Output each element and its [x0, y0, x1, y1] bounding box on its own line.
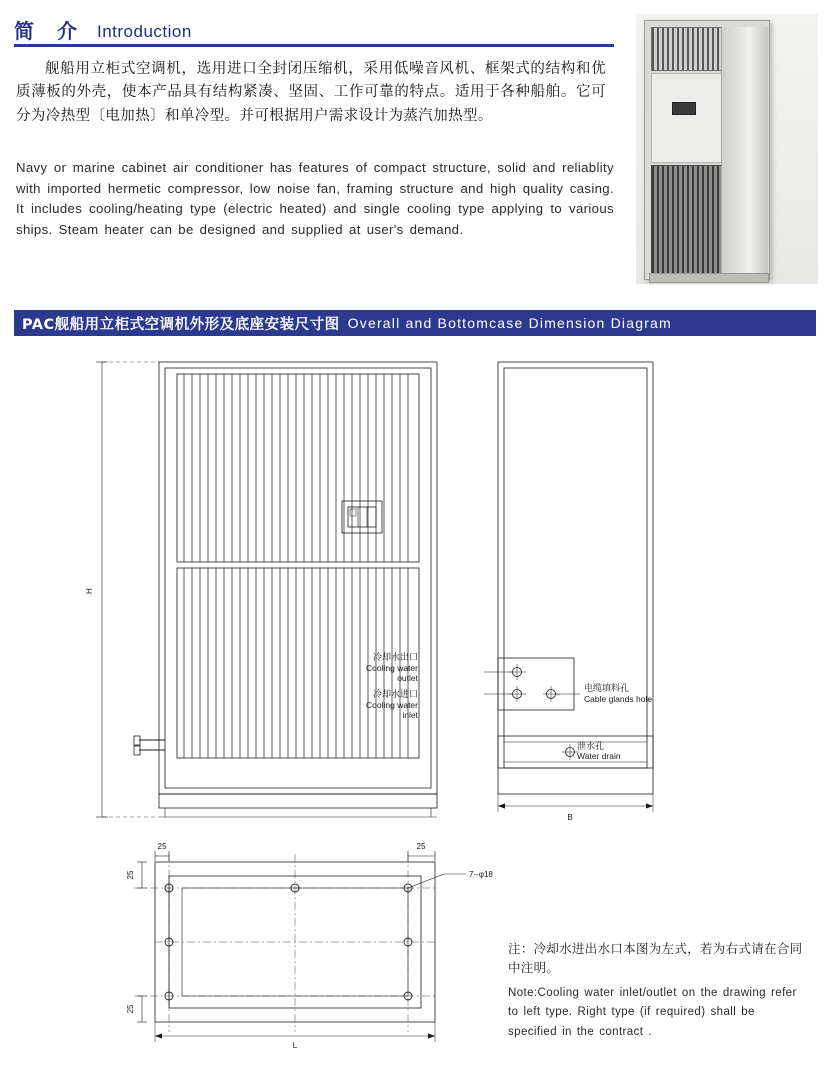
base-frame	[649, 273, 769, 283]
dimension-b: B	[567, 813, 573, 822]
diagram-banner-cn: PAC舰船用立柜式空调机外形及底座安装尺寸图	[22, 316, 340, 333]
dimension-h: H	[85, 588, 94, 594]
intro-paragraph-cn: 舰船用立柜式空调机，选用进口全封闭压缩机，采用低噪音风机、框架式的结构和优质薄板的外壳，使本产品具有结构紧凑、坚固、工作可靠的特点。适用于各种船舶。它可分为冷热型〔电加热〕和单冷型。并可根据用户需求设计为蒸汽加热型。	[16, 61, 606, 124]
top-grille	[651, 27, 723, 71]
label-cooling-water-inlet-cn: 冷却水进口	[372, 690, 418, 700]
label-cooling-water-outlet-en1: Cooling water	[366, 663, 418, 673]
lower-grille	[651, 165, 723, 275]
drawing-note	[508, 940, 808, 1042]
dim-25-left-upper: 25	[126, 870, 135, 880]
intro-header	[14, 14, 614, 47]
dim-25-top-left: 25	[157, 842, 167, 851]
dim-25-left-lower: 25	[126, 1004, 135, 1014]
label-cooling-water-outlet-en2: outlet	[397, 673, 418, 683]
dim-25-top-right: 25	[416, 842, 426, 851]
front-panel	[651, 73, 723, 163]
label-cable-gland-en: Cable glands hole	[584, 694, 653, 704]
label-cooling-water-inlet-en1: Cooling water	[366, 700, 418, 710]
label-water-drain-en: Water drain	[577, 751, 621, 761]
note-en: Note:Cooling water inlet/outlet on the drawing refer to left type. Right type (if required) shall be specified in the contract .	[508, 986, 797, 1038]
diagram-banner	[14, 310, 816, 336]
diagram-banner-en: Overall and Bottomcase Dimension Diagram	[347, 315, 672, 331]
intro-title-en: Introduction	[96, 22, 192, 41]
label-cooling-water-inlet-en2: inlet	[402, 710, 418, 720]
product-photo	[636, 14, 818, 284]
intro-paragraph-en: Navy or marine cabinet air conditioner has features of compact structure, solid and reliablity with imported hermetic compressor, low noise fan, framing structure and high quality casing. It includes cooling/heating type (electric heated) and single cooling type applying to various ships. Steam heater can be designed and supplied at user's demand.	[16, 160, 614, 237]
side-casing	[721, 27, 768, 273]
air-conditioner-unit-image	[644, 20, 770, 280]
label-hole-spec: 7--φ18	[469, 870, 493, 879]
intro-title-cn: 简 介	[14, 19, 85, 43]
dimension-l: L	[292, 1041, 298, 1050]
label-cable-gland-cn: 电缆填料孔	[584, 684, 630, 694]
label-cooling-water-outlet-cn: 冷却水出口	[372, 653, 418, 663]
control-display	[672, 102, 696, 115]
label-water-drain-cn: 泄水孔	[577, 742, 605, 752]
note-cn: 注：冷却水进出水口本图为左式，若为右式请在合同中注明。	[508, 941, 803, 975]
